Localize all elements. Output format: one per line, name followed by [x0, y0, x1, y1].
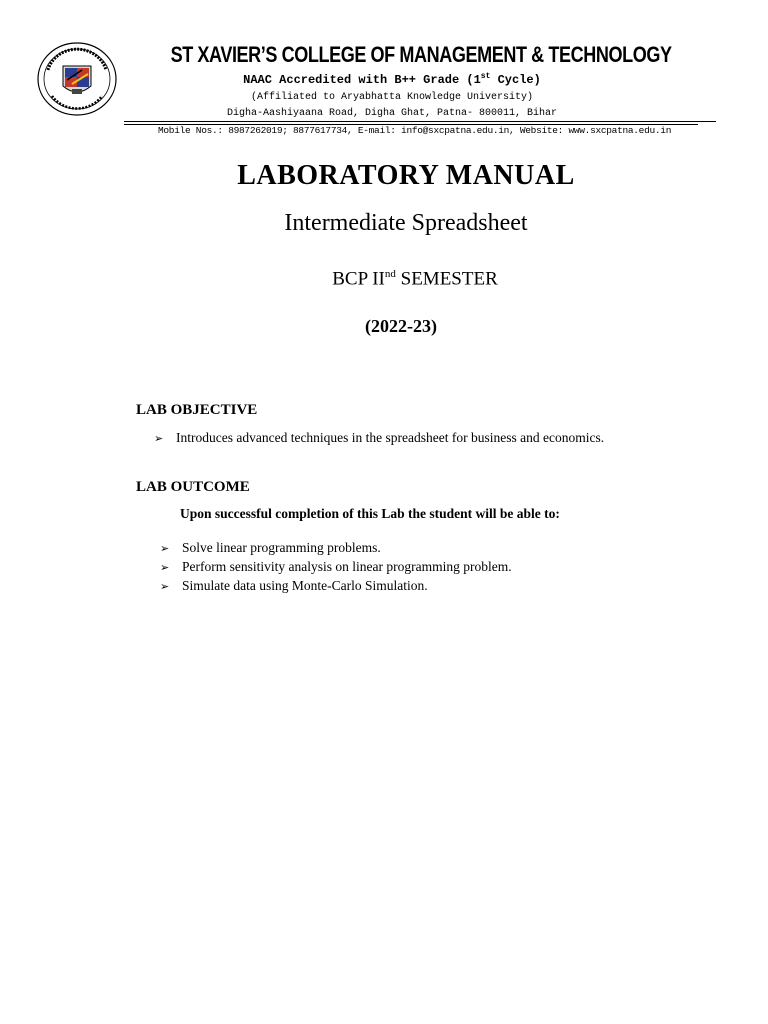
accreditation-text-end: Cycle)	[490, 73, 541, 87]
arrow-bullet-icon: ➢	[160, 561, 170, 574]
accreditation-line	[122, 72, 662, 87]
arrow-bullet-icon: ➢	[160, 542, 170, 555]
semester-prefix: BCP II	[332, 268, 385, 290]
outcome-item	[160, 578, 428, 594]
outcome-item	[160, 540, 381, 556]
semester-suffix: SEMESTER	[395, 268, 498, 290]
address-line: Digha-Aashiyaana Road, Digha Ghat, Patna- 800011, Bihar	[226, 108, 558, 119]
objective-item	[154, 430, 604, 446]
semester-line	[0, 268, 768, 290]
college-crest-logo	[36, 40, 118, 118]
semester-superscript: nd	[384, 268, 396, 280]
lab-outcome-heading: LAB OUTCOME	[136, 479, 250, 495]
outcome-lead-text: Upon successful completion of this Lab the student will be able to:	[180, 506, 560, 521]
college-name: ST XAVIER’S COLLEGE OF MANAGEMENT & TECHNOLOGY	[170, 42, 672, 67]
outcome-text: Solve linear programming problems.	[182, 540, 381, 555]
academic-year: (2022-23)	[365, 316, 437, 336]
accreditation-superscript: st	[480, 72, 491, 81]
subject-title: Intermediate Spreadsheet	[284, 210, 528, 236]
objective-text: Introduces advanced techniques in the spreadsheet for business and economics.	[176, 430, 605, 445]
arrow-bullet-icon: ➢	[160, 580, 170, 593]
manual-title: LABORATORY MANUAL	[237, 160, 575, 191]
outcome-text: Perform sensitivity analysis on linear programming problem.	[182, 559, 512, 574]
arrow-bullet-icon: ➢	[154, 432, 164, 445]
outcome-item	[160, 559, 512, 575]
affiliation-line: (Affiliated to Aryabhatta Knowledge University)	[250, 92, 534, 103]
header-divider	[124, 121, 716, 122]
contact-line: Mobile Nos.: 8987262019; 8877617734, E-mail: info@sxcpatna.edu.in, Website: www.sxcpatna.edu.in	[158, 125, 672, 136]
lab-objective-heading: LAB OBJECTIVE	[136, 402, 258, 418]
accreditation-text: NAAC Accredited with B++ Grade (1	[243, 73, 481, 87]
outcome-text: Simulate data using Monte-Carlo Simulation.	[182, 578, 428, 593]
